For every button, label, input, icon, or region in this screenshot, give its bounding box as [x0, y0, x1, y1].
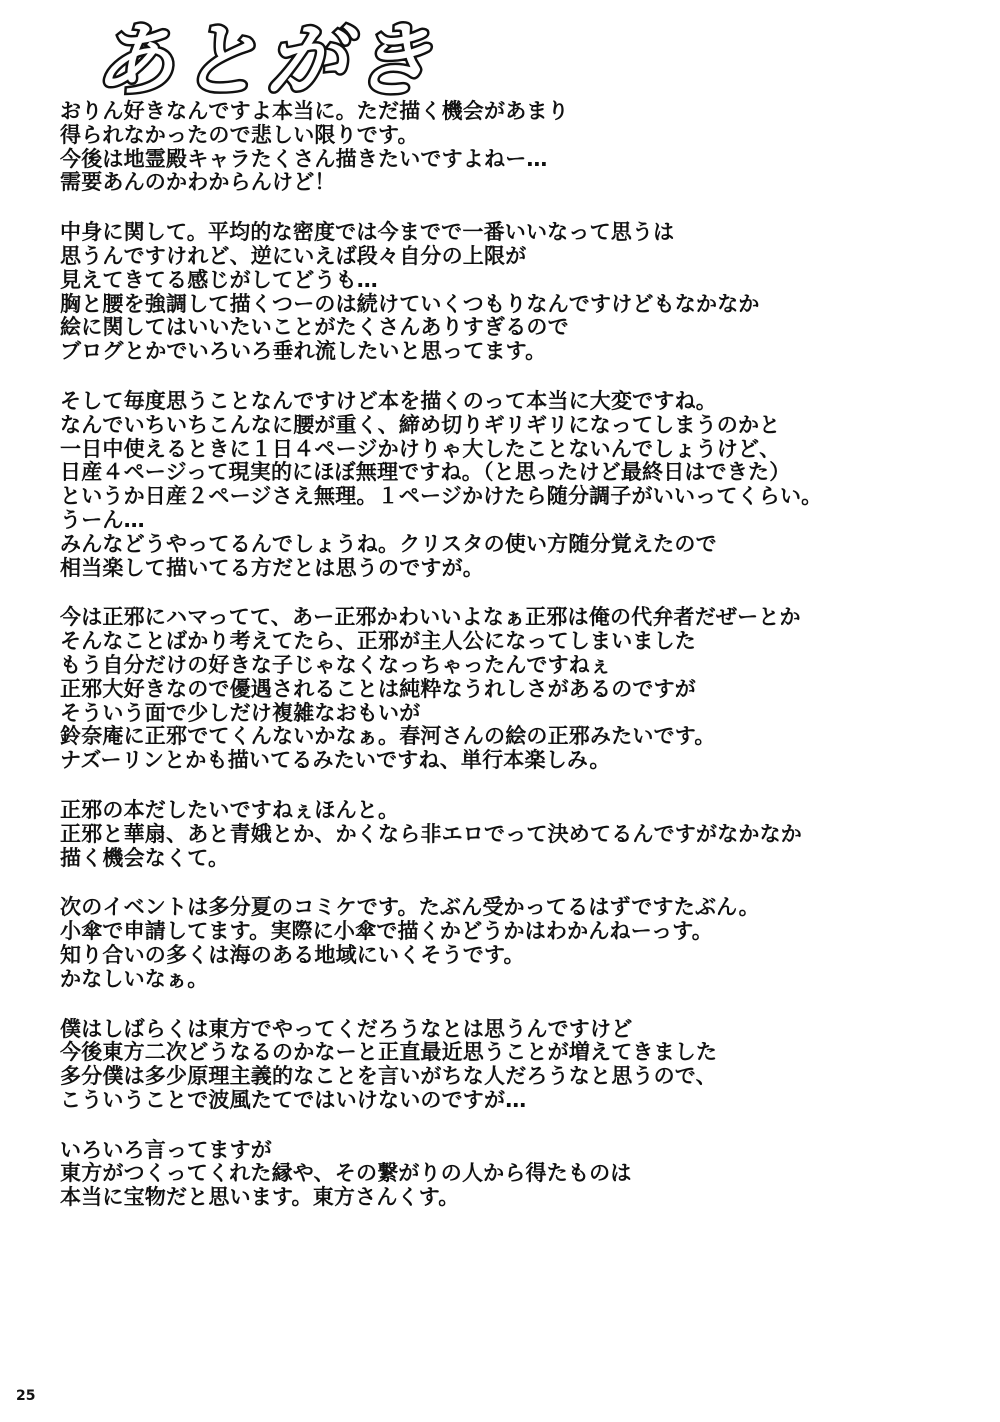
paragraph — [60, 1018, 960, 1113]
text-line: そして毎度思うことなんですけど本を描くのって本当に大変ですね。 — [60, 388, 717, 413]
text-line: もう自分だけの好きな子じゃなくなっちゃったんですねぇ — [60, 652, 612, 677]
paragraph — [60, 896, 960, 991]
text-line: 一日中使えるときに１日４ページかけりゃ大したことないんでしょうけど、 — [60, 436, 781, 461]
text-line: 相当楽して描いてる方だとは思うのですが。 — [60, 555, 484, 580]
afterword-title — [88, 14, 438, 107]
paragraph — [60, 799, 960, 870]
text-line: 東方がつくってくれた縁や、その繋がりの人から得たものは — [60, 1161, 632, 1186]
text-line: 多分僕は多少原理主義的なことを言いがちな人だろうなと思うので、 — [60, 1064, 717, 1089]
text-line: うーん… — [60, 507, 145, 532]
text-line: 日産４ページって現実的にほぼ無理ですね。（と思ったけど最終日はできた） — [60, 460, 791, 485]
text-line: 鈴奈庵に正邪でてくんないかなぁ。春河さんの絵の正邪みたいです。 — [60, 724, 716, 749]
paragraph — [60, 606, 960, 773]
afterword-body — [60, 100, 960, 1236]
text-line: 正邪と華扇、あと青娥とか、かくなら非エロでって決めてるんですがなかなか — [60, 821, 802, 846]
text-line: 正邪の本だしたいですねぇほんと。 — [60, 797, 400, 822]
paragraph — [60, 221, 960, 364]
text-line: 今後東方二次どうなるのかなーと正直最近思うことが増えてきました — [60, 1040, 718, 1065]
text-line: ブログとかでいろいろ垂れ流したいと思ってます。 — [60, 339, 547, 364]
text-line: おりん好きなんですよ本当に。ただ描く機会があまり — [60, 99, 569, 123]
text-line: そんなことばかり考えてたら、正邪が主人公になってしまいました — [60, 629, 696, 654]
afterword-title-lettering — [88, 14, 438, 107]
text-line: 正邪大好きなので優遇されることは純粋なうれしさがあるのですが — [60, 676, 696, 701]
text-line: こういうことで波風たてではいけないのですが… — [60, 1087, 527, 1112]
text-line: 本当に宝物だと思います。東方さんくす。 — [60, 1185, 460, 1210]
text-line: 知り合いの多くは海のある地域にいくそうです。 — [60, 942, 525, 967]
text-line: いろいろ言ってますが — [60, 1137, 272, 1162]
text-line: ナズーリンとかも描いてるみたいですね、単行本楽しみ。 — [60, 748, 611, 773]
text-line: 中身に関して。平均的な密度では今までで一番いいなって思うは — [60, 220, 675, 245]
paragraph — [60, 1139, 960, 1210]
text-line: 需要あんのかわからんけど！ — [60, 170, 336, 195]
text-line: なんでいちいちこんなに腰が重く、締め切りギリギリになってしまうのかと — [60, 412, 781, 437]
afterword-title-text: あとがき — [94, 14, 438, 107]
text-line: かなしいなぁ。 — [60, 966, 209, 991]
text-line: 今は正邪にハマってて、あー正邪かわいいよなぁ正邪は俺の代弁者だぜーとか — [60, 605, 801, 630]
text-line: 絵に関してはいいたいことがたくさんありすぎるので — [60, 315, 569, 340]
text-line: 描く機会なくて。 — [60, 845, 230, 870]
text-line: みんなどうやってるんでしょうね。クリスタの使い方随分覚えたので — [60, 531, 717, 556]
text-line: 次のイベントは多分夏のコミケです。たぶん受かってるはずですたぶん。 — [60, 895, 760, 920]
paragraph — [60, 390, 960, 580]
page-number: 25 — [16, 1388, 36, 1404]
text-line: 得られなかったので悲しい限りです。 — [60, 122, 419, 147]
text-line: 小傘で申請してます。実際に小傘で描くかどうかはわかんねーっす。 — [60, 919, 713, 944]
paragraph — [60, 100, 960, 195]
text-line: 思うんですけれど、逆にいえば段々自分の上限が — [60, 243, 527, 268]
text-line: そういう面で少しだけ複雑なおもいが — [60, 700, 421, 725]
text-line: というか日産２ページさえ無理。１ページかけたら随分調子がいいってくらい。 — [60, 484, 823, 509]
text-line: 今後は地霊殿キャラたくさん描きたいですよねー… — [60, 146, 548, 171]
text-line: 見えてきてる感じがしてどうも… — [60, 267, 378, 292]
text-line: 胸と腰を強調して描くつーのは続けていくつもりなんですけどもなかなか — [60, 291, 760, 316]
text-line: 僕はしばらくは東方でやってくだろうなとは思うんですけど — [60, 1016, 633, 1041]
